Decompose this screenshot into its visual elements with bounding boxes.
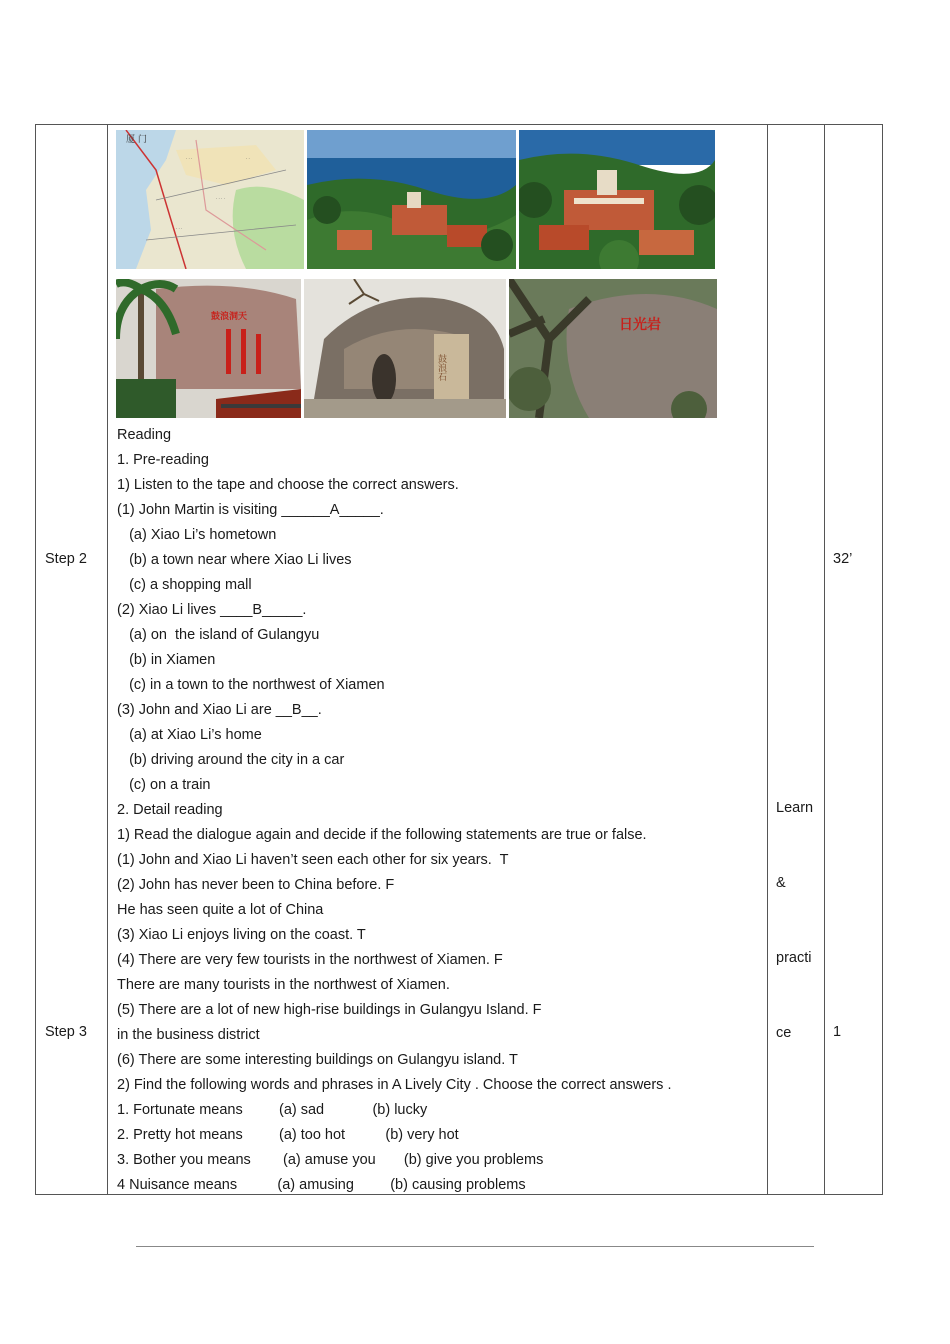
rock-monument-photo <box>304 279 506 418</box>
content-line: (b) in Xiamen <box>117 652 216 668</box>
content-line: Reading <box>117 427 172 443</box>
method-line: Learn <box>776 800 814 816</box>
palm-rock-photo <box>116 279 301 418</box>
gulangyu-coast-photo <box>307 130 516 269</box>
content-line: 1. Fortunate means (a) sad (b) lucky <box>117 1102 428 1118</box>
column-divider <box>767 125 768 1194</box>
content-line: 4 Nuisance means (a) amusing (b) causing problems <box>117 1177 526 1193</box>
method-cell <box>776 746 813 1096</box>
rock-inscription: 鼓浪洞天 <box>211 312 248 322</box>
svg-text:· · · ·: · · · · <box>216 196 225 201</box>
svg-text:· ·: · · <box>246 156 250 161</box>
gulangyu-buildings-photo <box>519 130 715 269</box>
reading-content <box>117 423 672 1198</box>
content-line: (3) John and Xiao Li are __B__. <box>117 702 322 718</box>
method-line: & <box>776 875 786 891</box>
footer-divider <box>136 1246 814 1247</box>
content-line: 2. Pretty hot means (a) too hot (b) very hot <box>117 1127 459 1143</box>
content-line: He has seen quite a lot of China <box>117 902 324 918</box>
rock-calligraphy: 日光岩 <box>619 317 661 333</box>
content-line: in the business district <box>117 1027 260 1043</box>
content-line: (1) John Martin is visiting ______A_____. <box>117 502 384 518</box>
method-line: ce <box>776 1025 792 1041</box>
content-line: (6) There are some interesting buildings on Gulangyu island. T <box>117 1052 518 1068</box>
xiamen-map-image <box>116 130 304 269</box>
column-divider <box>107 125 108 1194</box>
method-line: practi <box>776 950 812 966</box>
content-line: (2) John has never been to China before. F <box>117 877 395 893</box>
step-2-label: Step 2 <box>45 551 87 567</box>
content-line: (a) Xiao Li’s hometown <box>117 527 277 543</box>
content-line: (5) There are a lot of new high-rise buildings in Gulangyu Island. F <box>117 1002 542 1018</box>
content-line: 2) Find the following words and phrases in A Lively City . Choose the correct answers . <box>117 1077 672 1093</box>
content-line: (2) Xiao Li lives ____B_____. <box>117 602 307 618</box>
content-line: There are many tourists in the northwest of Xiamen. <box>117 977 450 993</box>
svg-text:· · ·: · · · <box>186 156 193 161</box>
content-line: (3) Xiao Li enjoys living on the coast. T <box>117 927 366 943</box>
monument-inscription: 鼓浪石 <box>436 354 446 381</box>
step-2-time: 32’ <box>833 551 853 567</box>
content-line: (c) in a town to the northwest of Xiamen <box>117 677 385 693</box>
rock-tree-photo <box>509 279 717 418</box>
svg-text:· · ·: · · · <box>176 226 183 231</box>
content-line: (a) at Xiao Li’s home <box>117 727 262 743</box>
map-label: 厦 门 <box>126 135 147 145</box>
content-line: (1) John and Xiao Li haven’t seen each other for six years. T <box>117 852 509 868</box>
content-line: (4) There are very few tourists in the northwest of Xiamen. F <box>117 952 503 968</box>
content-line: 3. Bother you means (a) amuse you (b) give you problems <box>117 1152 544 1168</box>
content-line: (c) a shopping mall <box>117 577 252 593</box>
content-line: (a) on the island of Gulangyu <box>117 627 320 643</box>
content-line: (b) driving around the city in a car <box>117 752 345 768</box>
step-3-label: Step 3 <box>45 1024 87 1040</box>
content-line: 1) Listen to the tape and choose the correct answers. <box>117 477 459 493</box>
step-3-time: 1 <box>833 1024 842 1040</box>
content-line: 2. Detail reading <box>117 802 223 818</box>
content-line: 1. Pre-reading <box>117 452 209 468</box>
column-divider <box>824 125 825 1194</box>
content-line: 1) Read the dialogue again and decide if the following statements are true or false. <box>117 827 647 843</box>
lesson-plan-table <box>35 124 883 1195</box>
content-line: (c) on a train <box>117 777 211 793</box>
content-line: (b) a town near where Xiao Li lives <box>117 552 352 568</box>
